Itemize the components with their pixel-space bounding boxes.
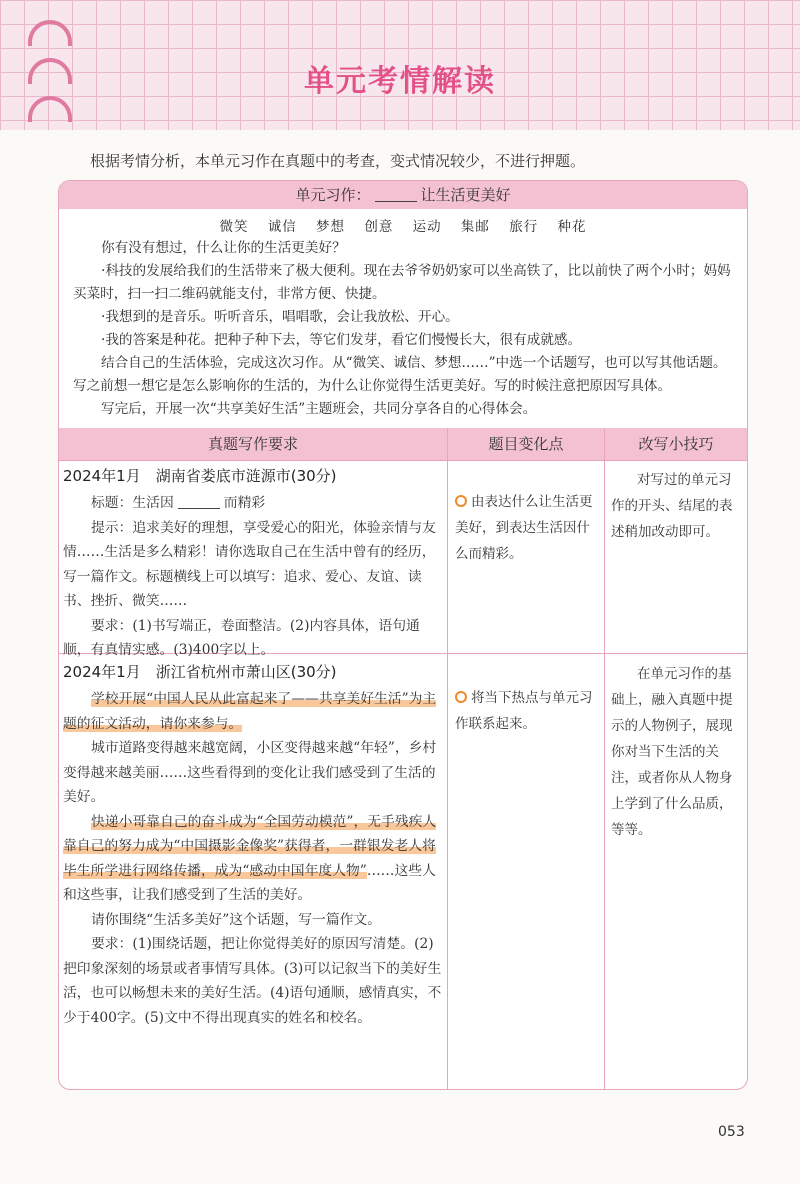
exam-title: 2024年1月 湖南省娄底市涟源市(30分) — [63, 467, 337, 485]
unit-writing-label: 单元习作： — [295, 186, 371, 204]
row-divider — [59, 460, 747, 461]
prompt-paragraph: ·我的答案是种花。把种子种下去，等它们发芽，看它们慢慢长大，很有成就感。 — [101, 332, 582, 348]
column-divider — [447, 428, 448, 1089]
column-header-tips: 改写小技巧 — [605, 428, 747, 460]
exam-body — [63, 491, 443, 663]
exam-requirements: 要求：(1)书写端正，卷面整洁。(2)内容具体，语句通顺，有真情实感。(3)400字以上。 — [63, 617, 420, 658]
prompt-paragraph: 你有没有想过，什么让你的生活更美好？ — [101, 240, 346, 256]
exam-title: 2024年1月 浙江省杭州市萧山区(30分) — [63, 663, 337, 681]
exam-card — [58, 180, 748, 1090]
change-note: 将当下热点与单元习作联系起来。 — [455, 690, 593, 732]
page-title: 单元考情解读 — [304, 64, 496, 99]
highlighted-text: 学校开展“中国人民从此富起来了——共享美好生活”为主题的征文活动，请你来参与。 — [63, 691, 437, 732]
circle-bullet-icon — [455, 495, 467, 507]
change-note: 由表达什么让生活更美好，到表达生活因什么而精彩。 — [455, 494, 593, 562]
page-number: 053 — [718, 1124, 745, 1140]
tip-note: 在单元习作的基础上，融入真题中提示的人物例子，展现你对当下生活的关注，或者你从人物身上学到了什么品质，等等。 — [611, 666, 733, 838]
exam-body — [63, 687, 443, 1030]
exam-paragraph: 快递小哥靠自己的奋斗成为“全国劳动模范”，无手残疾人靠自己的努力成为“中国摄影金像奖”获得者，一群银发老人将毕生所学进行网络传播，成为“感动中国年度人物”……这些人和这些事，让我们感受到了生活的美好。 — [63, 813, 437, 903]
unit-writing-topic: 让生活更美好 — [420, 186, 511, 204]
exam-paragraph — [63, 687, 443, 736]
prompt-paragraph: 结合自己的生活体验，完成这次习作。从“微笑、诚信、梦想……”中选一个话题写，也可以写其他话题。写之前想一想它是怎么影响你的生活的，为什么让你觉得生活更美好。写的时候注意把原因写具体。 — [73, 355, 727, 394]
circle-bullet-icon — [455, 691, 467, 703]
tip-note: 对写过的单元习作的开头、结尾的表述稍加改动即可。 — [611, 472, 733, 540]
blank-line — [375, 187, 417, 202]
column-header-changes: 题目变化点 — [448, 428, 604, 460]
prompt-paragraph: ·我想到的是音乐。听听音乐，唱唱歌，会让我放松、开心。 — [101, 309, 459, 325]
topic-list: 微笑 诚信 梦想 创意 运动 集邮 旅行 种花 — [219, 219, 587, 235]
blank-line — [178, 494, 220, 509]
intro-text: 根据考情分析，本单元习作在真题中的考查，变式情况较少，不进行押题。 — [90, 152, 586, 170]
exam-paragraph: 城市道路变得越来越宽阔，小区变得越来越“年轻”，乡村变得越来越美丽……这些看得到的变化让我们感受到了生活的美好。 — [63, 740, 437, 805]
exam-paragraph: 请你围绕“生活多美好”这个话题，写一篇作文。 — [91, 911, 382, 928]
column-header-requirements: 真题写作要求 — [59, 428, 447, 460]
exam-hint: 提示：追求美好的理想，享受爱心的阳光，体验亲情与友情……生活是多么精彩！请你选取自己在生活中曾有的经历，写一篇作文。标题横线上可以填写：追求、爱心、友谊、读书、挫折、微笑…… — [63, 519, 436, 609]
exam-requirements: 要求：(1)围绕话题，把让你觉得美好的原因写清楚。(2)把印象深刻的场景或者事情写具体。(3)可以记叙当下的美好生活，也可以畅想未来的美好生活。(4)语句通顺，感情真实，不少于400字。(5)文中不得出现真实的姓名和校名。 — [63, 936, 442, 1026]
column-divider — [604, 428, 605, 1089]
unit-writing-bar — [59, 181, 747, 209]
highlighted-text: 快递小哥靠自己的奋斗成为“全国劳动模范”，无手残疾人靠自己的努力成为“中国摄影金像奖”获得者，一群银发老人将毕生所学进行网络传播，成为“感动中国年度人物” — [63, 813, 437, 879]
prompt-paragraph: ·科技的发展给我们的生活带来了极大便利。现在去爷爷奶奶家可以坐高铁了，比以前快了两个小时；妈妈买菜时，扫一扫二维码就能支付，非常方便、快捷。 — [73, 263, 731, 302]
title-line: 标题：生活因 而精彩 — [91, 495, 266, 511]
prompt-paragraph: 写完后，开展一次“共享美好生活”主题班会，共同分享各自的心得体会。 — [101, 401, 537, 417]
